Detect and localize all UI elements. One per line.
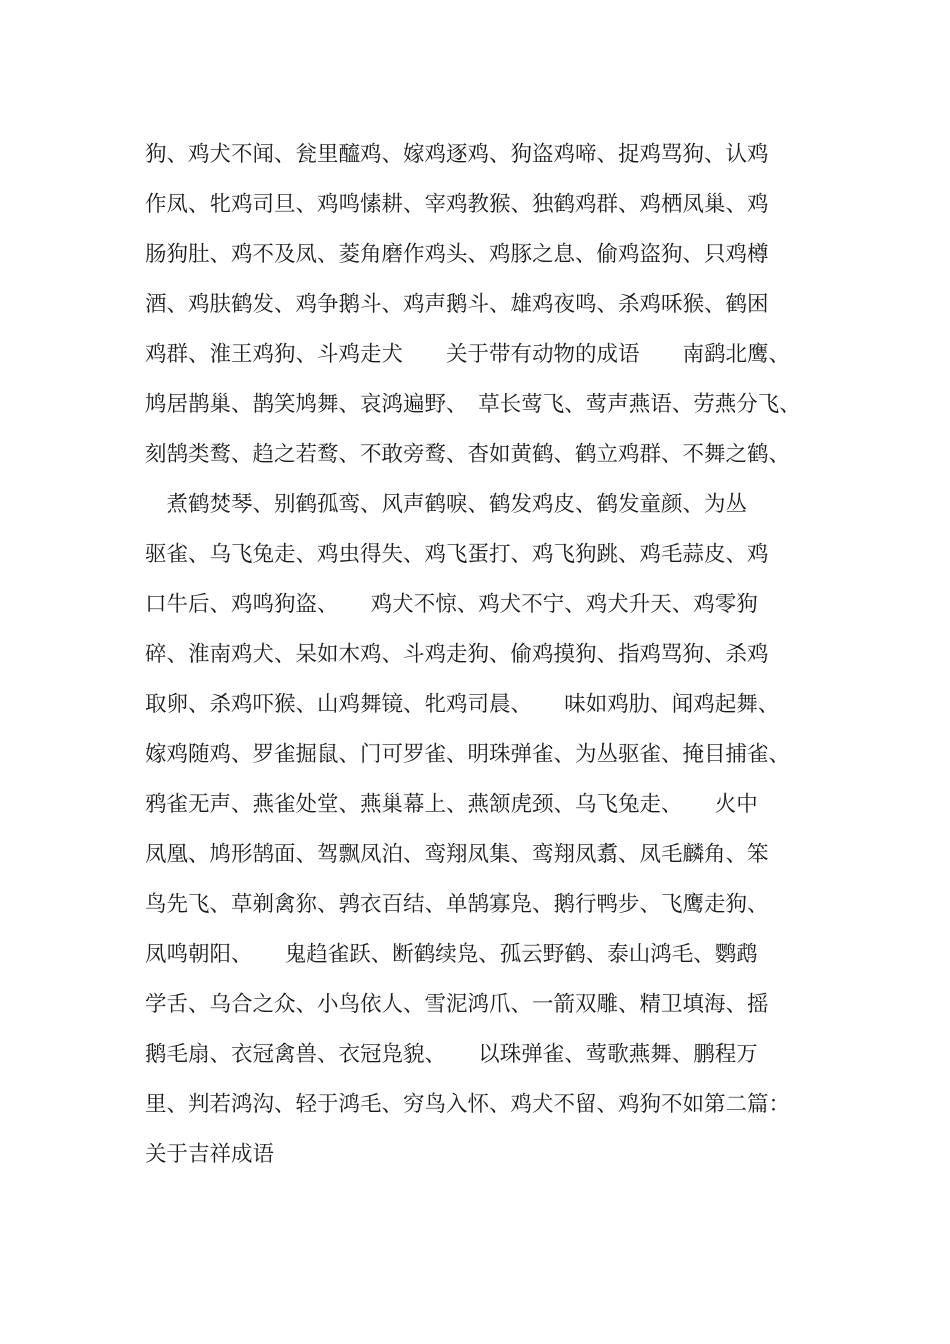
text-line: 作凤、牝鸡司旦、鸡鸣愫耕、宰鸡教猴、独鹤鸡群、鸡栖凤巢、鸡	[145, 192, 769, 217]
text-line: 口牛后、鸡鸣狗盗、 鸡犬不惊、鸡犬不宁、鸡犬升天、鸡零狗	[145, 592, 758, 617]
text-line: 关于吉祥成语	[145, 1142, 275, 1167]
text-line: 鸟先飞、草剃禽狝、鹑衣百结、单鹄寡凫、鹅行鸭步、飞鹰走狗、	[145, 892, 769, 917]
text-line: 鹅毛扇、衣冠禽兽、衣冠凫貌、 以珠弹雀、莺歌燕舞、鹏程万	[145, 1042, 758, 1067]
text-line: 凤凰、鸠形鹄面、驾飘凤泊、鸾翔凤集、鸾翔凤翥、凤毛麟角、笨	[145, 842, 769, 867]
text-line: 凤鸣朝阳、 鬼趋雀跃、断鹤续凫、孤云野鹤、泰山鸿毛、鹦鹉	[145, 942, 758, 967]
text-line: 煮鹤焚琴、别鹤孤鸾、风声鹤唳、鹤发鸡皮、鹤发童颜、为丛	[145, 492, 748, 517]
body-text	[145, 130, 825, 1180]
text-line: 酒、鸡肤鹤发、鸡争鹅斗、鸡声鹅斗、雄鸡夜鸣、杀鸡咊猴、鹤困	[145, 292, 769, 317]
text-line: 里、判若鸿沟、轻于鸿毛、穷鸟入怀、鸡犬不留、鸡狗不如第二篇：	[145, 1092, 791, 1117]
text-line: 鸡群、淮王鸡狗、斗鸡走犬 关于带有动物的成语 南鹞北鹰、	[145, 342, 791, 367]
text-line: 取卵、杀鸡吓猴、山鸡舞镜、牝鸡司晨、 味如鸡肋、闻鸡起舞、	[145, 692, 780, 717]
text-line: 学舌、乌合之众、小鸟依人、雪泥鸿爪、一箭双雕、精卫填海、摇	[145, 992, 769, 1017]
text-line: 驱雀、乌飞兔走、鸡虫得失、鸡飞蛋打、鸡飞狗跳、鸡毛蒜皮、鸡	[145, 542, 769, 567]
text-line: 嫁鸡随鸡、罗雀掘鼠、门可罗雀、明珠弹雀、为丛驱雀、掩目捕雀、	[145, 742, 791, 767]
text-line: 肠狗肚、鸡不及凤、菱角磨作鸡头、鸡豚之息、偷鸡盗狗、只鸡樽	[145, 242, 769, 267]
text-line: 鸦雀无声、燕雀处堂、燕巢幕上、燕颔虎颈、乌飞兔走、 火中	[145, 792, 758, 817]
text-line: 碎、淮南鸡犬、呆如木鸡、斗鸡走狗、偷鸡摸狗、指鸡骂狗、杀鸡	[145, 642, 769, 667]
text-line: 鸠居鹊巢、鹊笑鸠舞、哀鸿遍野、 草长莺飞、莺声燕语、劳燕分飞、	[145, 392, 801, 417]
text-line: 刻鹄类鹜、趋之若鹜、不敢旁鹜、杳如黄鹤、鹤立鸡群、不舞之鹤、	[145, 442, 791, 467]
text-line: 狗、鸡犬不闻、瓮里醯鸡、嫁鸡逐鸡、狗盗鸡啼、捉鸡骂狗、认鸡	[145, 142, 769, 167]
